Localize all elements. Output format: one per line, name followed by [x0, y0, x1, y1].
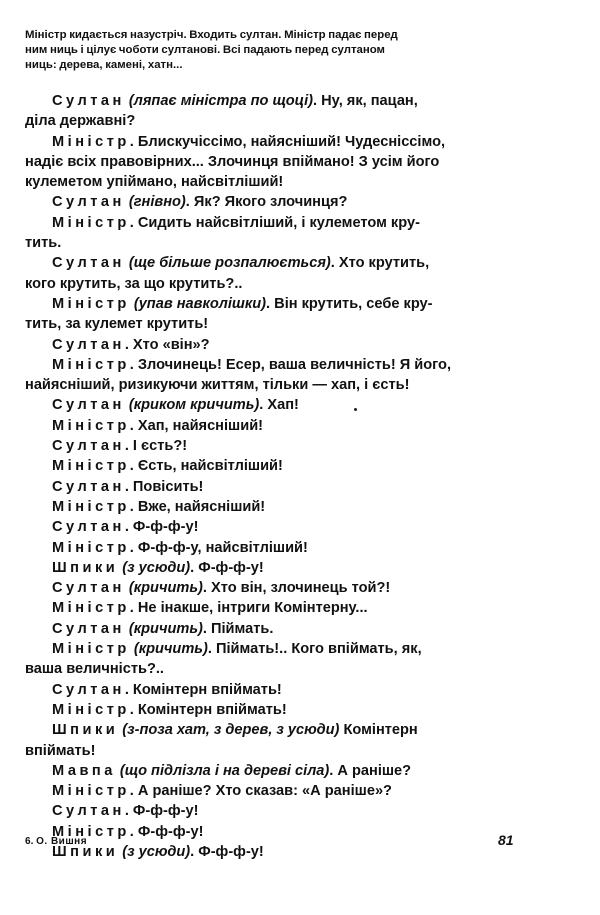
dialogue-line	[25, 213, 530, 233]
speaker-name: Міністр	[52, 214, 130, 231]
speaker-name: Султан	[52, 580, 125, 597]
line-text: впіймать!	[25, 742, 96, 759]
speaker-name: Міністр	[52, 295, 130, 312]
stage-remark: (ляпає міністра по щоці)	[128, 93, 314, 109]
line-text: . Хто «він»?	[124, 336, 210, 353]
stage-remark: (кричить)	[128, 620, 203, 637]
line-text: . Піймать.	[202, 620, 274, 637]
dialogue-line	[25, 822, 530, 842]
dialogue-line	[25, 416, 530, 436]
dialogue-line	[25, 741, 530, 761]
stage-remark: (упав навколішки)	[133, 295, 267, 312]
line-text: тить.	[25, 235, 62, 252]
speaker-name: Міністр	[52, 600, 130, 617]
dialogue-line	[25, 274, 530, 294]
speaker-name: Султан	[52, 336, 125, 353]
line-text: . Ф-ф-ф-у!	[190, 559, 264, 576]
stage-remark: (криком кричить)	[128, 397, 260, 414]
line-text: . Ф-ф-ф-у!	[190, 843, 264, 860]
dialogue	[25, 91, 530, 862]
speaker-name: Султан	[52, 519, 125, 536]
line-text: кулеметом упіймано, найсвітліший!	[25, 174, 284, 191]
speaker-name: Міністр	[52, 356, 130, 373]
dialogue-line	[25, 781, 530, 801]
dialogue-line	[25, 538, 530, 558]
dialogue-line	[25, 558, 530, 578]
dialogue-line	[25, 192, 530, 212]
line-text: . Комінтерн впіймать!	[129, 701, 287, 718]
dialogue-line	[25, 477, 530, 497]
speaker-name: Султан	[52, 397, 125, 414]
dialogue-line	[25, 497, 530, 517]
speaker-name: Султан	[52, 194, 125, 211]
line-text: . Як? Якого злочинця?	[185, 194, 348, 211]
line-text: . Ф-ф-ф-у, найсвітліший!	[129, 539, 308, 556]
speaker-name: Султан	[52, 620, 125, 637]
dialogue-line	[25, 132, 530, 152]
speaker-name: Султан	[52, 478, 125, 495]
dialogue-line	[25, 314, 530, 334]
dialogue-line	[25, 517, 530, 537]
dialogue-line	[25, 598, 530, 618]
dialogue-line	[25, 680, 530, 700]
speaker-name: Міністр	[52, 133, 130, 150]
dialogue-line	[25, 355, 530, 375]
line-text: . Блискучіссімо, найясніший! Чудесніссімо,	[129, 133, 446, 150]
speaker-name: Султан	[52, 803, 125, 820]
speaker-name: Султан	[52, 438, 125, 455]
line-text: діла державні?	[25, 113, 136, 130]
dialogue-line	[25, 639, 530, 659]
dialogue-line	[25, 233, 530, 253]
speaker-name: Шпики	[52, 843, 119, 860]
printer-signature: 6. О. Вишня	[25, 836, 88, 847]
stage-remark: (з усюди)	[122, 559, 191, 576]
line-text: . Хто він, злочинець той?!	[202, 580, 391, 597]
author-name: О. Вишня	[36, 836, 88, 847]
stage-direction-line: Міністр кидається назустріч. Входить султан. Міністр падає перед	[25, 29, 398, 41]
stage-remark: (що підлізла і на дереві сіла)	[119, 762, 330, 779]
line-text: . Він крутить, себе кру-	[266, 295, 433, 312]
speaker-name: Міністр	[52, 417, 130, 434]
dialogue-line	[25, 659, 530, 679]
line-text: Комінтерн	[339, 722, 418, 739]
speaker-name: Міністр	[52, 783, 130, 800]
speaker-name: Шпики	[52, 559, 119, 576]
dialogue-line	[25, 619, 530, 639]
dialogue-line	[25, 578, 530, 598]
dialogue-line	[25, 111, 530, 131]
dialogue-line	[25, 294, 530, 314]
stage-remark: (з усюди)	[122, 843, 191, 860]
line-text: тить, за кулемет крутить!	[25, 316, 209, 333]
stage-remark: (з-поза хат, з дерев, з усюди)	[122, 722, 340, 739]
dialogue-line	[25, 761, 530, 781]
dialogue-line	[25, 172, 530, 192]
line-text: . Сидить найсвітліший, і кулеметом кру-	[129, 214, 420, 231]
signature-number: 6	[25, 836, 31, 847]
line-text: ваша величність?..	[25, 661, 164, 678]
dialogue-line	[25, 253, 530, 273]
speaker-name: Міністр	[52, 458, 130, 475]
speaker-name: Міністр	[52, 498, 130, 515]
speaker-name: Мавпа	[52, 762, 116, 779]
dialogue-line	[25, 842, 530, 862]
speaker-name: Султан	[52, 255, 125, 272]
stage-remark: (кричить)	[133, 641, 208, 658]
speaker-name: Міністр	[52, 823, 130, 840]
stage-direction	[25, 28, 535, 73]
line-text: . Хап!	[259, 397, 299, 414]
line-text: надіє всіх правовірних... Злочинця впіймано! З усім його	[25, 153, 440, 170]
line-text: . Піймать!.. Кого впіймать, як,	[207, 641, 422, 658]
dialogue-line	[25, 152, 530, 172]
line-text: кого крутить, за що крутить?..	[25, 275, 243, 292]
dialogue-line	[25, 700, 530, 720]
line-text: . Єсть, найсвітліший!	[129, 458, 283, 475]
line-text: . А раніше?	[329, 762, 412, 779]
stage-direction-line: ниць: дерева, камені, хатн...	[25, 59, 183, 71]
speaker-name: Султан	[52, 93, 125, 109]
line-text: . Ф-ф-ф-у!	[124, 803, 199, 820]
dialogue-line	[25, 335, 530, 355]
dialogue-line	[25, 801, 530, 821]
dialogue-line	[25, 436, 530, 456]
line-text: . Злочинець! Есер, ваша величність! Я його,	[129, 356, 452, 373]
line-text: . І єсть?!	[124, 438, 188, 455]
dialogue-line	[25, 395, 530, 415]
stage-remark: (кричить)	[128, 580, 203, 597]
stage-direction-line: ним ниць і цілує чоботи султанові. Всі падають перед султаном	[25, 44, 385, 56]
line-text: . Ну, як, пацан,	[313, 93, 418, 109]
stage-remark: (гнівно)	[128, 194, 186, 211]
line-text: . Хап, найясніший!	[129, 417, 264, 434]
speaker-name: Султан	[52, 681, 125, 698]
line-text: . Повісить!	[124, 478, 204, 495]
line-text: . Хто крутить,	[330, 255, 430, 272]
dialogue-line	[25, 456, 530, 476]
line-text: . Вже, найясніший!	[129, 498, 266, 515]
speaker-name: Міністр	[52, 539, 130, 556]
speaker-name: Міністр	[52, 641, 130, 658]
dialogue-line	[25, 375, 530, 395]
line-text: . А раніше? Хто сказав: «А раніше»?	[129, 783, 392, 800]
page-number: 81	[498, 832, 514, 848]
dialogue-line	[25, 91, 530, 111]
speaker-name: Міністр	[52, 701, 130, 718]
line-text: . Не інакше, інтриги Комінтерну...	[129, 600, 368, 617]
line-text: найясніший, ризикуючи життям, тільки — хап, і єсть!	[25, 377, 410, 394]
line-text: . Комінтерн впіймать!	[124, 681, 282, 698]
ink-speck	[354, 408, 357, 411]
line-text: . Ф-ф-ф-у!	[124, 519, 199, 536]
dialogue-line	[25, 720, 530, 740]
speaker-name: Шпики	[52, 722, 119, 739]
stage-remark: (ще більше розпалюється)	[128, 255, 331, 272]
line-text: . Ф-ф-ф-у!	[129, 823, 204, 840]
